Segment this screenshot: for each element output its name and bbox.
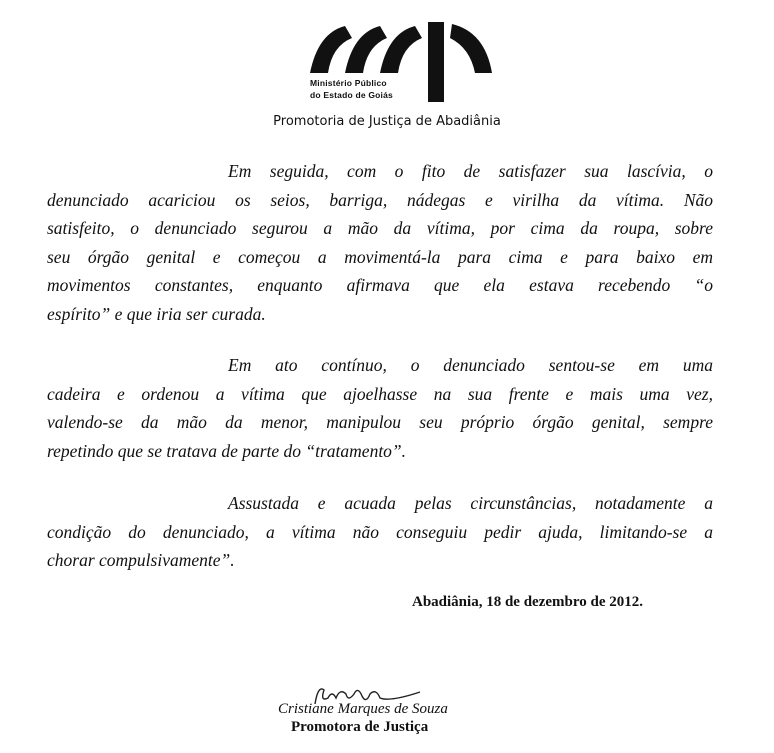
text-line: condição do denunciado, a vítima não conseguiu pedir ajuda, limitando-se a [47,521,713,542]
text-line: seu órgão genital e começou a movimentá-la para cima e para baixo em [47,246,713,267]
office-heading: Promotoria de Justiça de Abadiânia [273,114,501,129]
text-line: satisfeito, o denunciado segurou a mão da vítima, por cima da roupa, sobre [47,218,713,239]
signer-title: Promotora de Justiça [291,719,429,735]
document-date: Abadiânia, 18 de dezembro de 2012. [412,594,643,610]
text-line: denunciado acariciou os seios, barriga, nádegas e virilha da vítima. Não [47,189,713,210]
logo-text-line2: do Estado de Goiás [310,90,393,100]
text-line: Em seguida, com o fito de satisfazer sua lascívia, o [228,161,713,181]
text-line: chorar compulsivamente”. [47,550,235,571]
text-line: valendo-se da mão da menor, manipulou seu próprio órgão genital, sempre [47,412,713,433]
text-line: Em ato contínuo, o denunciado sentou-se em uma [228,355,713,375]
paragraph-3 [47,489,713,575]
text-line: espírito” e que iria ser curada. [47,303,266,324]
logo-text [310,77,393,101]
paragraph-2 [47,351,713,465]
text-line: movimentos constantes, enquanto afirmava que ela estava recebendo “o [47,275,713,296]
text-line: cadeira e ordenou a vítima que ajoelhasse na sua frente e mais uma vez, [47,383,713,404]
paragraph-1 [47,157,713,329]
logo-text-line1: Ministério Público [310,78,387,88]
text-line: Assustada e acuada pelas circunstâncias, notadamente a [228,493,713,513]
signer-name: Cristiane Marques de Souza [278,701,448,717]
text-line: repetindo que se tratava de parte do “tratamento”. [47,440,407,461]
